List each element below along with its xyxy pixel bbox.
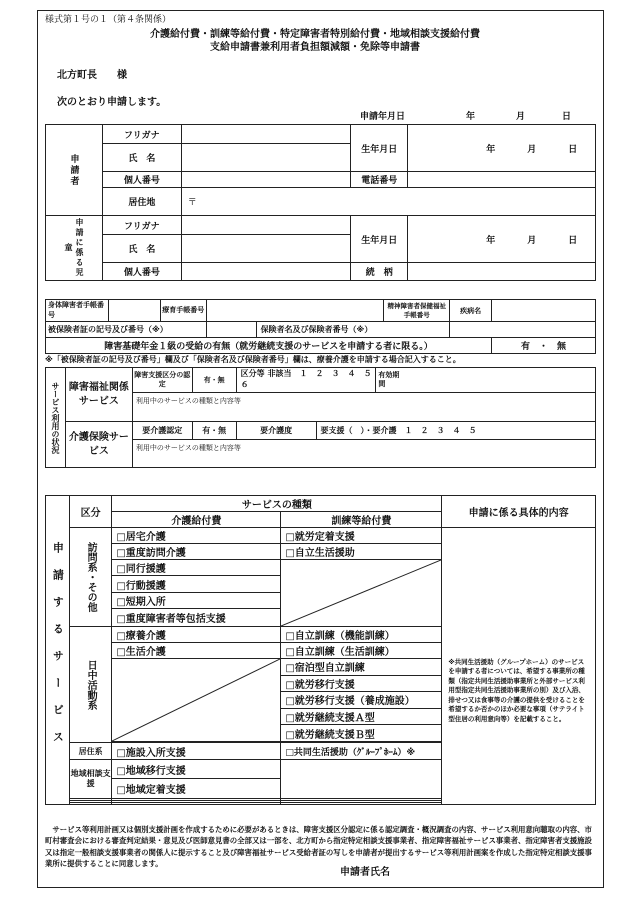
care-support-levels[interactable]: 要支援（ ）・要介護 １ ２ ３ ４ ５ xyxy=(316,422,596,440)
child-name-label: 氏 名 xyxy=(102,235,181,263)
checkbox-employment-transition[interactable]: □就労移行支援 xyxy=(281,675,442,692)
checkbox-comprehensive-support[interactable]: □重度障害者等包括支援 xyxy=(112,609,281,627)
welfare-cert-label: 障害支援区分の認定 xyxy=(132,368,192,393)
checkbox-residential-training[interactable]: □宿泊型自立訓練 xyxy=(281,659,442,676)
child-furigana-field[interactable] xyxy=(181,216,351,235)
applicant-phone-label: 電話番号 xyxy=(351,172,408,188)
applicant-address-field[interactable] xyxy=(181,188,595,216)
form-title-2: 支給申請書兼利用者負担額減額・免除等申請書 xyxy=(210,42,420,53)
disease-label: 疾病名 xyxy=(450,300,492,322)
insurer-field[interactable] xyxy=(450,322,596,338)
welfare-yes-no[interactable]: 有・無 xyxy=(192,368,236,393)
child-relation-label: 続 柄 xyxy=(351,263,408,281)
pension-row-label: 障害基礎年金１級の受給の有無（就労継続支援のサービスを申請する者に限る。） xyxy=(46,338,492,354)
detail-field[interactable] xyxy=(442,528,596,805)
day-label: 日 xyxy=(562,112,572,122)
checkbox-home-care[interactable]: □居宅介護 xyxy=(112,528,281,544)
usage-table xyxy=(45,367,596,468)
checkbox-medical-care[interactable]: □療養介護 xyxy=(112,627,281,643)
checkbox-behavior-support[interactable]: □行動援護 xyxy=(112,576,281,592)
form-number: 様式第１号の１（第４条関係） xyxy=(45,15,172,25)
community-category-label: 地域相談支援 xyxy=(69,760,112,799)
certificate-table xyxy=(45,299,596,354)
insured-no-field[interactable] xyxy=(206,322,256,338)
child-personal-no-label: 個人番号 xyxy=(102,263,181,281)
checkbox-community-transition[interactable]: □地域移行支援 xyxy=(112,760,281,779)
service-kinds-label: サービスの種類 xyxy=(112,496,442,512)
care-cert-label: 要介護認定 xyxy=(132,422,192,440)
checkbox-daily-care[interactable]: □生活介護 xyxy=(112,643,281,659)
child-furigana-label: フリガナ xyxy=(102,216,181,235)
pension-yes-no[interactable]: 有 ・ 無 xyxy=(492,338,596,354)
checkbox-short-stay[interactable]: □短期入所 xyxy=(112,592,281,608)
checkbox-facility-admission[interactable]: □施設入所支援 xyxy=(112,743,281,760)
checkbox-life-training[interactable]: □自立訓練（生活訓練） xyxy=(281,643,442,659)
rehab-cert-label: 療育手帳番号 xyxy=(160,300,206,322)
valid-period-cell[interactable]: 有効期間 xyxy=(376,368,596,393)
applicant-furigana-label: フリガナ xyxy=(102,125,181,144)
insured-no-label: 被保険者証の記号及び番号（※） xyxy=(46,322,207,338)
checkbox-employment-transition-school[interactable]: □就労移行支援（養成施設） xyxy=(281,692,442,709)
postal-mark: 〒 xyxy=(187,198,197,208)
checkbox-employment-a[interactable]: □就労継続支援Ａ型 xyxy=(281,708,442,725)
child-name-field[interactable] xyxy=(181,235,351,263)
applicant-address-label: 居住地 xyxy=(102,188,181,216)
applicant-furigana-field[interactable] xyxy=(181,125,351,144)
checkbox-group-home[interactable]: □共同生活援助（ｸﾞﾙｰﾌﾟﾎｰﾑ）※ xyxy=(281,743,442,760)
child-birth-field[interactable]: 年 月 日 xyxy=(408,216,596,263)
detail-label: 申請に係る具体的内容 xyxy=(442,496,596,528)
addressee: 北方町長 様 xyxy=(57,70,127,81)
day-empty-diagonal xyxy=(112,659,281,742)
services-section-label: 申請するサービス xyxy=(46,496,70,805)
community-empty xyxy=(281,760,442,799)
training-benefit-label: 訓練等給付費 xyxy=(281,512,442,528)
physical-cert-label: 身体障害者手帳番号 xyxy=(46,300,109,322)
welfare-service-label: 障害福祉関係サービス xyxy=(65,368,132,422)
insurance-note: ※「被保険者証の記号及び番号」欄及び「保険者名及び保険者番号」欄は、療養介護を申請する場合記入すること。 xyxy=(45,355,461,364)
child-personal-no-field[interactable] xyxy=(181,263,351,281)
services-table xyxy=(45,495,596,805)
signature-label: 申請者氏名 xyxy=(340,867,390,878)
welfare-using-field[interactable]: 利用中のサービスの種類と内容等 xyxy=(132,393,595,422)
applicant-birth-label: 生年月日 xyxy=(351,125,408,172)
consent-text: サービス等利用計画又は個別支援計画を作成するために必要があるときは、障害支援区分認定に係る認定調査・概況調査の内容、サービス利用意向聴取の内容、市町村審査会における審査判定結果・意見及び医師意見書の全部又は一部を、北方町から指定特定相談支援事業者、指定障害福祉サービス事業者、指定障害者支援施設又は指定一般相談支援事業者の関係人に提示すること及び障害福祉サービス受給者証の写しを申請者が提出するサービス等利用計画案を作成した指定特定相談支援事業所に提供することに同意します。 xyxy=(45,825,592,869)
intro-text: 次のとおり申請します。 xyxy=(57,97,167,108)
applicant-personal-no-field[interactable] xyxy=(181,172,351,188)
day-category-label: 日中活動系 xyxy=(69,627,112,743)
checkbox-accompany-support[interactable]: □同行援護 xyxy=(112,560,281,576)
checkbox-employment-retention[interactable]: □就労定着支援 xyxy=(281,528,442,544)
usage-section-label: サービス利用の状況 xyxy=(46,368,66,468)
physical-cert-field[interactable] xyxy=(108,300,160,322)
applicant-name-field[interactable] xyxy=(181,144,351,172)
mental-cert-label: 精神障害者保健福祉手帳番号 xyxy=(384,300,450,322)
child-section-label: 申請に係る児童 xyxy=(46,216,103,281)
residence-category-label: 居住系 xyxy=(69,743,112,760)
checkbox-severe-visit-care[interactable]: □重度訪問介護 xyxy=(112,544,281,560)
checkbox-functional-training[interactable]: □自立訓練（機能訓練） xyxy=(281,627,442,643)
child-relation-field[interactable] xyxy=(408,263,596,281)
disease-field[interactable] xyxy=(492,300,596,322)
care-service-label: 介護保険サービス xyxy=(65,422,132,468)
care-level-label: 要介護度 xyxy=(236,422,316,440)
rehab-cert-field[interactable] xyxy=(206,300,384,322)
diagonal-line-1 xyxy=(281,560,441,626)
insurer-label: 保険者名及び保険者番号（※） xyxy=(256,322,450,338)
visit-category-label: 訪問系・その他 xyxy=(69,528,112,627)
application-date-label: 申請年月日 xyxy=(360,112,406,122)
category-label: 区分 xyxy=(69,496,112,528)
applicant-section-label: 申請者 xyxy=(46,125,103,216)
diagonal-line-2 xyxy=(112,659,280,741)
checkbox-employment-b[interactable]: □就労継続支援Ｂ型 xyxy=(281,725,442,742)
child-birth-label: 生年月日 xyxy=(351,216,408,263)
applicant-phone-field[interactable] xyxy=(408,172,596,188)
applicant-birth-field[interactable]: 年 月 日 xyxy=(408,125,596,172)
care-benefit-label: 介護給付費 xyxy=(112,512,281,528)
visit-empty-diagonal xyxy=(281,560,442,627)
applicant-name-label: 氏 名 xyxy=(102,144,181,172)
care-using-field[interactable]: 利用中のサービスの種類と内容等 xyxy=(132,440,595,468)
applicant-personal-no-label: 個人番号 xyxy=(102,172,181,188)
checkbox-community-settlement[interactable]: □地域定着支援 xyxy=(112,779,281,799)
checkbox-independent-living[interactable]: □自立生活援助 xyxy=(281,544,442,560)
care-yes-no[interactable]: 有・無 xyxy=(192,422,236,440)
applicant-table xyxy=(45,124,596,281)
month-label: 月 xyxy=(516,112,526,122)
form-title-1: 介護給付費・訓練等給付費・特定障害者特別給付費・地域相談支援給付費 xyxy=(150,29,480,40)
welfare-class-label[interactable]: 区分等 非該当 １ ２ ３ ４ ５ ６ xyxy=(236,368,376,393)
year-label: 年 xyxy=(466,112,476,122)
group-home-note: ※共同生活援助（グループホーム）のサービスを申請する者については、希望する事業所の種類（指定共同生活援助事業所と外部サービス利用型指定共同生活援助事業所の別）及び入浴、排せつ又は食事等の介護の提供を受けることを希望するか否かのほか必要な事項（サテライト型住居の利用意向等）を記載すること。 xyxy=(448,658,585,723)
